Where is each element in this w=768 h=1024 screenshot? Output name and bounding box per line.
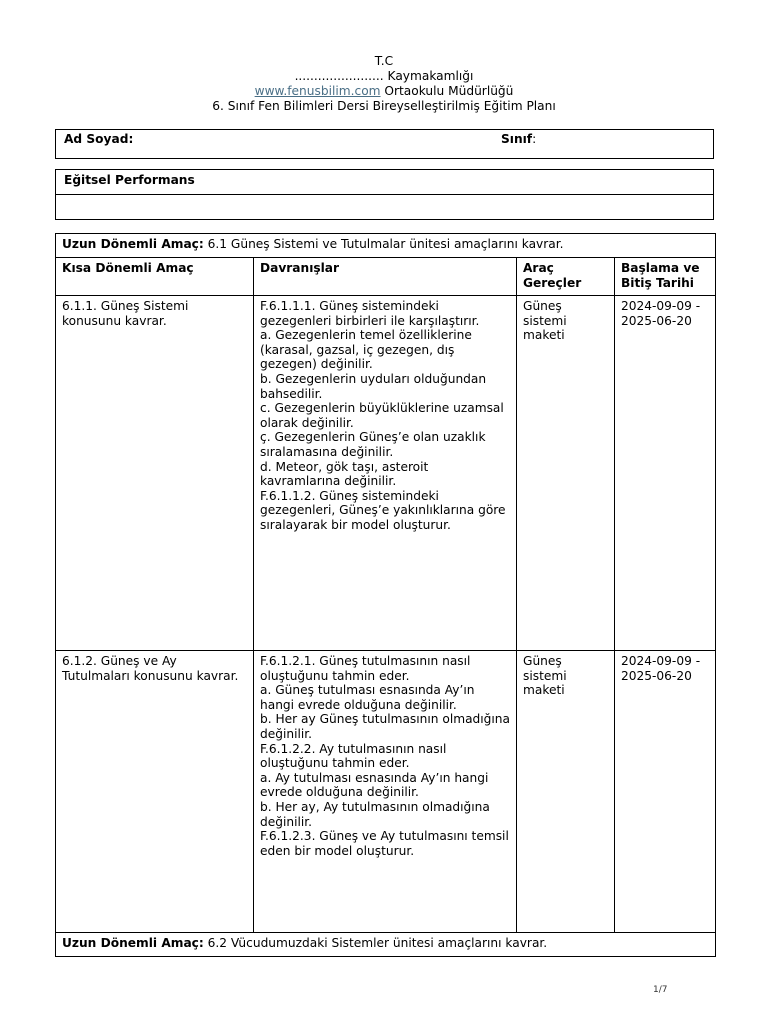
tools-1: Güneş sistemi maketi xyxy=(517,296,615,651)
dates-1: 2024-09-09 - 2025-06-20 xyxy=(615,296,716,651)
performance-title: Eğitsel Performans xyxy=(64,173,195,187)
dates-2: 2024-09-09 - 2025-06-20 xyxy=(615,651,716,933)
col-header-tools: Araç Gereçler xyxy=(517,258,615,296)
plan-table xyxy=(55,233,716,957)
performance-table xyxy=(55,169,714,220)
document-header xyxy=(0,54,768,114)
student-info-cell xyxy=(56,130,714,159)
col-header-short: Kısa Dönemli Amaç xyxy=(56,258,254,296)
class-label: Sınıf xyxy=(501,132,533,146)
long-goal-row-2 xyxy=(56,933,716,957)
long-goal-label-2: Uzun Dönemli Amaç: xyxy=(62,936,204,950)
long-goal-text-1: 6.1 Güneş Sistemi ve Tutulmalar ünitesi amaçlarını kavrar. xyxy=(203,237,564,251)
document-title: 6. Sınıf Fen Bilimleri Dersi Bireyselleştirilmiş Eğitim Planı xyxy=(212,99,556,113)
class-colon: : xyxy=(532,132,537,146)
website-link[interactable]: www.fenusbilim.com xyxy=(254,84,381,98)
tools-2: Güneş sistemi maketi xyxy=(517,651,615,933)
header-school-rest: Ortaokulu Müdürlüğü xyxy=(380,84,514,98)
header-district: ....................... Kaymakamlığı xyxy=(294,69,474,83)
performance-title-cell xyxy=(56,170,714,195)
col-header-behaviors: Davranışlar xyxy=(254,258,517,296)
long-goal-label-1: Uzun Dönemli Amaç: xyxy=(62,237,204,251)
short-goal-1: 6.1.1. Güneş Sistemi konusunu kavrar. xyxy=(56,296,254,651)
long-goal-row-1 xyxy=(56,234,716,258)
student-info-table xyxy=(55,129,714,159)
header-tc: T.C xyxy=(374,54,394,68)
long-goal-text-2: 6.2 Vücudumuzdaki Sistemler ünitesi amaçlarını kavrar. xyxy=(203,936,548,950)
table-row xyxy=(56,651,716,933)
behaviors-2: F.6.1.2.1. Güneş tutulmasının nasıl oluştuğunu tahmin eder. a. Güneş tutulması esnasında Ay’ın hangi evrede olduğuna değinilir. b. Her ay Güneş tutulmasının olmadığına değinilir. F.6.1.2.2. Ay tutulmasının nasıl oluştuğunu tahmin eder. a. Ay tutulması esnasında Ay’ın hangi evrede olduğuna değinilir. b. Her ay, Ay tutulmasının olmadığına değinilir. F.6.1.2.3. Güneş ve Ay tutulmasını temsil eden bir model oluşturur. xyxy=(254,651,517,933)
table-row xyxy=(56,296,716,651)
name-label: Ad Soyad: xyxy=(64,132,134,146)
col-header-dates: Başlama ve Bitiş Tarihi xyxy=(615,258,716,296)
behaviors-1: F.6.1.1.1. Güneş sistemindeki gezegenleri birbirleri ile karşılaştırır. a. Gezegenlerin temel özelliklerine (karasal, gazsal, iç gezegen, dış gezegen) değinilir. b. Gezegenlerin uyduları olduğundan bahsedilir. c. Gezegenlerin büyüklüklerine uzamsal olarak değinilir. ç. Gezegenlerin Güneş’e olan uzaklık sıralamasına değinilir. d. Meteor, gök taşı, asteroit kavramlarına değinilir. F.6.1.1.2. Güneş sistemindeki gezegenleri, Güneş’e yakınlıklarına göre sıralayarak bir model oluşturur. xyxy=(254,296,517,651)
header-school xyxy=(0,84,768,99)
page-number: 1/7 xyxy=(653,985,668,995)
short-goal-2: 6.1.2. Güneş ve Ay Tutulmaları konusunu kavrar. xyxy=(56,651,254,933)
performance-value-cell xyxy=(56,195,714,220)
